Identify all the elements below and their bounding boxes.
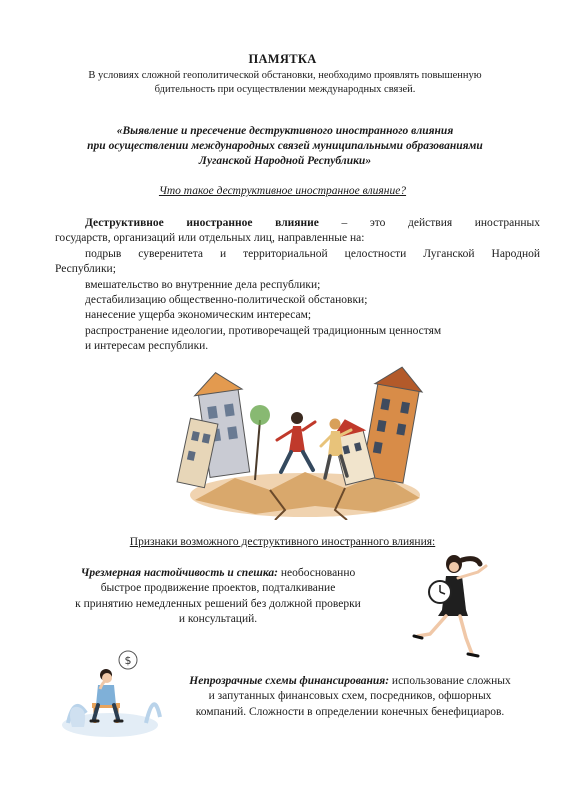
definition-block [55, 216, 540, 355]
intro-line-2: бдительность при осуществлении международных связей. [154, 84, 416, 95]
sign-pressure-block [48, 566, 388, 628]
running-woman-clock-illustration [410, 552, 500, 660]
definition-line-1-rest: – это действия иностранных [318, 217, 541, 229]
signs-heading-text: Признаки возможного деструктивного иностранного влияния: [129, 536, 436, 548]
sign1-line-1-rest: необоснованно [278, 567, 356, 579]
intro-line-1: В условиях сложной геополитической обстановки, необходимо проявлять повышенную [88, 70, 482, 81]
definition-line-2: государств, организаций или отдельных лиц, направленные на: [55, 232, 365, 245]
heading-line-3: Луганской Народной Республики» [198, 155, 372, 167]
sign1-line-1 [48, 566, 388, 581]
definition-line-4: Республики; [55, 263, 116, 276]
page-title: ПАМЯТКА [248, 52, 317, 66]
worried-man-bench-illustration [58, 645, 163, 740]
definition-line-1 [55, 216, 540, 231]
question-text: Что такое деструктивное иностранное влияние? [158, 185, 407, 197]
sign2-line-1-rest: использование сложных [389, 675, 511, 687]
definition-term: Деструктивное иностранное влияние [85, 217, 319, 229]
question-heading [0, 185, 565, 197]
definition-item: дестабилизацию общественно-политической обстановки; [85, 294, 368, 307]
definition-item: распространение идеологии, противоречащей традиционным ценностям [85, 324, 442, 337]
sign2-line-1 [160, 674, 540, 689]
sign2-line-2: и запутанных финансовых схем, посредников, офшорных [208, 690, 492, 703]
heading-line-1: «Выявление и пресечение деструктивного иностранного влияния [116, 125, 454, 137]
sign1-line-2: быстрое продвижение проектов, подталкивание [100, 582, 336, 595]
sign2-term: Непрозрачные схемы финансирования: [189, 675, 390, 687]
definition-item: и интересам республики. [85, 340, 209, 353]
sign2-line-3: компаний. Сложности в определении конечных бенефициаров. [195, 705, 505, 718]
sign1-term: Чрезмерная настойчивость и спешка: [80, 567, 279, 579]
document-heading [55, 124, 515, 169]
definition-item: нанесение ущерба экономическим интересам; [85, 309, 312, 322]
sign-financing-block [160, 674, 540, 720]
intro-text [60, 69, 510, 97]
definition-item: вмешательство во внутренние дела республики; [85, 278, 321, 291]
collapsing-city-illustration [175, 360, 435, 520]
sign1-line-3: к принятию немедленных решений без должной проверки [75, 597, 361, 610]
signs-heading [0, 536, 565, 548]
definition-line-3: подрыв суверенитета и территориальной целостности Луганской Народной [85, 247, 540, 260]
sign1-line-4: и консультаций. [178, 613, 258, 626]
money-symbol: $ [124, 654, 132, 667]
heading-line-2: при осуществлении международных связей муниципальными образованиями [87, 140, 483, 152]
